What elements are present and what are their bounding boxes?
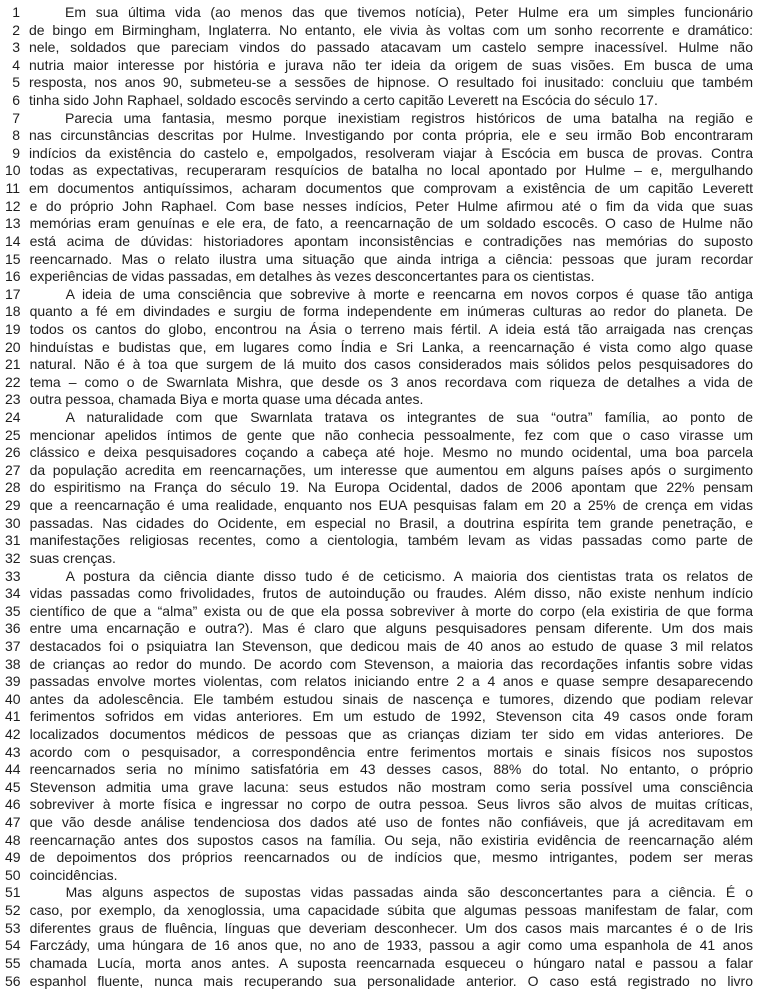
text-line (5, 462, 753, 480)
line-number: 38 (5, 655, 21, 672)
text-line (5, 233, 753, 251)
text-line (5, 814, 753, 832)
line-text: reencarnados seria no mínimo satisfatória em 43 desses casos, 88% do total. No entanto, o próprio (29, 761, 753, 778)
text-line (5, 620, 753, 638)
text-line (5, 215, 753, 233)
text-line (5, 796, 753, 814)
text-line (5, 902, 753, 920)
line-text: entre uma encarnação e outra?). Mas é claro que alguns pesquisadores pensam diferente. Um dos mais (29, 620, 753, 637)
line-text: memórias eram genuínas e ele era, de fato, a reencarnação de um soldado escocês. O caso de Hulme não (29, 215, 753, 232)
text-line (5, 479, 753, 497)
line-number: 22 (5, 373, 21, 390)
line-text: A naturalidade com que Swarnlata tratava os integrantes de sua “outra” família, ao ponto de (65, 409, 753, 426)
line-number: 14 (5, 232, 21, 249)
line-text: Farczády, uma húngara de 16 anos que, no ano de 1933, passou a agir como uma espanhola de 41 anos (29, 937, 753, 954)
line-text: em documentos antiquíssimos, acharam documentos que comprovam a existência de um capitão Leverett (29, 180, 753, 197)
text-line (5, 920, 753, 938)
line-number: 23 (5, 391, 21, 408)
text-line (5, 532, 753, 550)
line-number: 27 (5, 461, 21, 478)
line-number: 39 (5, 673, 21, 690)
text-line (5, 708, 753, 726)
line-text: científico de que a “alma” exista ou de que ela possa sobreviver à morte do corpo (ela existiria de que forma (29, 602, 753, 619)
text-line (5, 761, 753, 779)
text-line (5, 427, 753, 445)
line-text: A postura da ciência diante disso tudo é de ceticismo. A maioria dos cientistas trata os relatos de (65, 567, 753, 584)
text-line (5, 39, 753, 57)
line-text: localizados documentos médicos de pessoas que as crianças diziam ter sido em vidas anteriores. De (29, 725, 753, 742)
line-text: acordo com o pesquisador, a correspondência entre ferimentos mortais e sinais físicos nos supostos (29, 743, 753, 760)
line-number: 19 (5, 320, 21, 337)
line-number: 20 (5, 338, 21, 355)
text-line (5, 145, 753, 163)
text-line (5, 585, 753, 603)
line-text: passadas. Nas cidades do Ocidente, em especial no Brasil, a doutrina espírita tem grande penetração, e (29, 514, 753, 531)
line-number: 40 (5, 690, 21, 707)
line-number: 12 (5, 197, 21, 214)
line-text: hinduístas e budistas que, em lugares como Índia e Sri Lanka, a reencarnação é vista como algo quase (29, 338, 753, 355)
line-number: 11 (5, 180, 20, 197)
line-number: 26 (5, 444, 21, 461)
line-text: reencarnado. Mas o relato ilustra uma situação que ainda intriga a ciência: pessoas que juram recordar (29, 250, 753, 267)
line-text: coincidências. (29, 866, 118, 883)
line-text: outra pessoa, chamada Biya e morta quase uma década antes. (29, 391, 424, 408)
line-text: A ideia de uma consciência que sobrevive à morte e reencarna em novos corpos é quase tão antiga (65, 285, 753, 302)
text-line (5, 198, 753, 216)
line-text: Em sua última vida (ao menos das que tivemos notícia), Peter Hulme era um simples funcionário (65, 4, 753, 20)
line-number: 28 (5, 479, 21, 496)
line-number: 21 (5, 356, 21, 373)
line-number: 9 (12, 144, 20, 161)
line-text: passadas envolve mortes violentas, com relatos iniciando entre 2 a 4 anos e quase sempre desaparecendo (29, 673, 753, 690)
line-text: que a reencarnação é uma realidade, enquanto nos EUA pesquisas falam em 20 a 25% de crença em vidas (29, 497, 753, 514)
line-text: tema – como o de Swarnlata Mishra, que desde os 3 anos recordava com riqueza de detalhes a vida de (29, 373, 753, 390)
text-line (5, 603, 753, 621)
text-line (5, 937, 753, 955)
line-number: 48 (5, 831, 21, 848)
text-line (5, 867, 753, 885)
text-line (5, 180, 753, 198)
line-text: quanto a fé em divindades e surgiu de forma independente em inúmeras culturas ao redor do planeta. De (29, 303, 753, 320)
text-line (5, 409, 753, 427)
text-line (5, 955, 753, 973)
line-number: 56 (5, 972, 21, 989)
line-number: 53 (5, 919, 21, 936)
text-line (5, 339, 753, 357)
line-text: antes da adolescência. Ele também estudou sinais de nascença e tumores, dizendo que podiam relevar (29, 690, 753, 707)
text-line (5, 303, 753, 321)
text-line (5, 444, 753, 462)
line-text: experiências de vidas passadas, em detalhes às vezes desconcertantes para os cientistas. (29, 268, 595, 285)
line-number: 7 (12, 109, 20, 126)
line-text: Mas alguns aspectos de supostas vidas passadas ainda são desconcertantes para a ciência. É o (65, 884, 753, 901)
text-line (5, 691, 753, 709)
line-text: natural. Não é à toa que surgem de lá muito dos casos considerados mais sólidos pelos pesquisadores do (29, 356, 753, 373)
text-line (5, 497, 753, 515)
text-line (5, 832, 753, 850)
line-number: 24 (5, 409, 21, 426)
line-text: vidas passadas como frivolidades, frutos de autoindução ou fraudes. Além disso, não existe nenhum indício (29, 585, 753, 602)
text-line (5, 251, 753, 269)
line-number: 29 (5, 497, 21, 514)
line-text: de crianças ao redor do mundo. De acordo com Stevenson, a maioria das recordações infantis sobre vidas (29, 655, 753, 672)
line-number: 51 (5, 884, 21, 901)
line-number: 13 (5, 215, 21, 232)
line-number: 50 (5, 866, 21, 883)
line-text: clássico e deixa pesquisadores coçando a cabeça até hoje. Mesmo no mundo ocidental, uma boa parcela (29, 444, 753, 461)
line-text: diferentes graus de fluência, línguas que deveriam desconhecer. Um dos casos mais marcantes é o de Iris (29, 919, 753, 936)
line-text: está acima de dúvidas: historiadores apontam inconsistências e contradições nas memórias do suposto (29, 232, 753, 249)
line-number: 34 (5, 585, 21, 602)
text-line (5, 568, 753, 586)
text-lines (5, 4, 753, 990)
line-number: 35 (5, 602, 21, 619)
line-text: indícios da existência do castelo e, empolgados, resolveram viajar à Escócia em busca de provas. Contra (29, 144, 753, 161)
line-number: 45 (5, 778, 21, 795)
line-number: 8 (12, 127, 20, 144)
line-text: tinha sido John Raphael, soldado escocês servindo a certo capitão Leverett na Escócia do século 17. (29, 92, 658, 109)
line-number: 43 (5, 743, 21, 760)
line-text: nutria maior interesse por história e jurava não ter ideia da origem de suas visões. Em busca de uma (29, 56, 753, 73)
line-number: 6 (12, 92, 20, 109)
line-text: sobreviver à morte física e ingressar no corpo de outra pessoa. Seus livros são alvos de muitas críticas, (29, 796, 753, 813)
text-line (5, 74, 753, 92)
line-text: do espiritismo na França do século 19. Na Europa Ocidental, dados de 2006 apontam que 22% pensam (29, 479, 753, 496)
text-line (5, 127, 753, 145)
line-number: 55 (5, 954, 21, 971)
text-line (5, 321, 753, 339)
line-text: todos os cantos do globo, encontrou na Ásia o terreno mais fértil. A ideia está tão arraigada nas crenças (29, 320, 753, 337)
text-line (5, 4, 753, 22)
line-number: 46 (5, 796, 21, 813)
line-number: 52 (5, 902, 21, 919)
line-number: 33 (5, 567, 21, 584)
text-line (5, 744, 753, 762)
text-line (5, 656, 753, 674)
line-number: 36 (5, 620, 21, 637)
line-number: 1 (12, 4, 20, 20)
line-text: Stevenson admitia uma grave lacuna: seus estudos não mostram como seria possível uma consciência (29, 778, 753, 795)
text-line (5, 673, 753, 691)
text-line (5, 92, 753, 110)
text-line (5, 726, 753, 744)
line-number: 31 (5, 532, 21, 549)
text-line (5, 162, 753, 180)
line-text: de bingo em Birmingham, Inglaterra. No entanto, ele vivia às voltas com um sonho recorrente e dramático: (29, 21, 753, 38)
text-line (5, 849, 753, 867)
text-line (5, 268, 753, 286)
line-number: 17 (5, 285, 21, 302)
line-number: 32 (5, 549, 21, 566)
line-text: manifestações religiosas recentes, como a cientologia, também levam as vidas passadas como parte de (29, 532, 753, 549)
line-text: Parecia uma fantasia, mesmo porque inexistiam registros históricos de uma batalha na região e (65, 109, 753, 126)
line-number: 47 (5, 814, 21, 831)
line-text: que vão desde análise tendenciosa dos dados até uso de fontes não confiáveis, que já acreditavam em (29, 814, 753, 831)
line-number: 15 (5, 250, 21, 267)
line-number: 5 (12, 74, 20, 91)
text-line (5, 110, 753, 128)
text-line (5, 779, 753, 797)
line-text: reencarnação antes dos supostos casos na família. Ou seja, não existiria evidência de reencarnação além (29, 831, 753, 848)
text-line (5, 57, 753, 75)
line-number: 2 (12, 21, 20, 38)
line-text: suas crenças. (29, 549, 116, 566)
line-number: 4 (12, 56, 20, 73)
line-text: caso, por exemplo, da xenoglossia, uma capacidade súbita que algumas pessoas manifestam de falar, com (29, 902, 753, 919)
text-line (5, 22, 753, 40)
line-text: ferimentos sofridos em vidas anteriores. Em um estudo de 1992, Stevenson cita 49 casos onde foram (29, 708, 753, 725)
line-number: 41 (5, 708, 21, 725)
line-text: mencionar apelidos íntimos de gente que não conhecia pessoalmente, fez com que o caso virasse um (29, 426, 753, 443)
line-text: espanhol fluente, nunca mais recuperando sua personalidade anterior. O caso está registrado no livro (29, 972, 753, 989)
text-line (5, 550, 753, 568)
text-line (5, 356, 753, 374)
line-text: resposta, nos anos 90, submeteu-se a sessões de hipnose. O resultado foi inusitado: concluiu que também (29, 74, 753, 91)
line-text: nas circunstâncias descritas por Hulme. Investigando por conta própria, ele e seu irmão Bob encontraram (29, 127, 753, 144)
line-number: 30 (5, 514, 21, 531)
line-text: chamada Lucía, morta anos antes. A suposta reencarnada esqueceu o húngaro natal e passou a falar (29, 954, 753, 971)
text-line (5, 286, 753, 304)
line-number: 44 (5, 761, 21, 778)
line-number: 25 (5, 426, 21, 443)
line-number: 16 (5, 268, 21, 285)
line-text: nele, soldados que pareciam vindos do passado atacavam um castelo sempre inacessível. Hulme não (29, 39, 753, 56)
line-text: todas as expectativas, recuperaram resquícios de batalha no local apontado por Hulme – e, mergulhando (29, 162, 753, 179)
line-text: de depoimentos dos próprios reencarnados ou de indícios que, mesmo intrigantes, podem ser meras (29, 849, 753, 866)
text-line (5, 391, 753, 409)
line-number: 37 (5, 637, 21, 654)
line-number: 3 (12, 39, 20, 56)
line-number: 18 (5, 303, 21, 320)
line-number: 54 (5, 937, 21, 954)
text-line (5, 638, 753, 656)
line-number: 10 (5, 162, 21, 179)
text-line (5, 374, 753, 392)
line-number: 42 (5, 725, 21, 742)
text-line (5, 973, 753, 991)
line-number: 49 (5, 849, 21, 866)
text-line (5, 515, 753, 533)
line-text: e do próprio John Raphael. Com base nesses indícios, Peter Hulme afirmou até o fim da vida que suas (29, 197, 753, 214)
line-text: da população acredita em reencarnações, um interesse que aumentou em alguns países após o surgimento (29, 461, 753, 478)
line-text: destacados foi o psiquiatra Ian Stevenson, que dedicou mais de 40 anos ao estudo de quase 3 mil relatos (29, 637, 753, 654)
text-line (5, 884, 753, 902)
